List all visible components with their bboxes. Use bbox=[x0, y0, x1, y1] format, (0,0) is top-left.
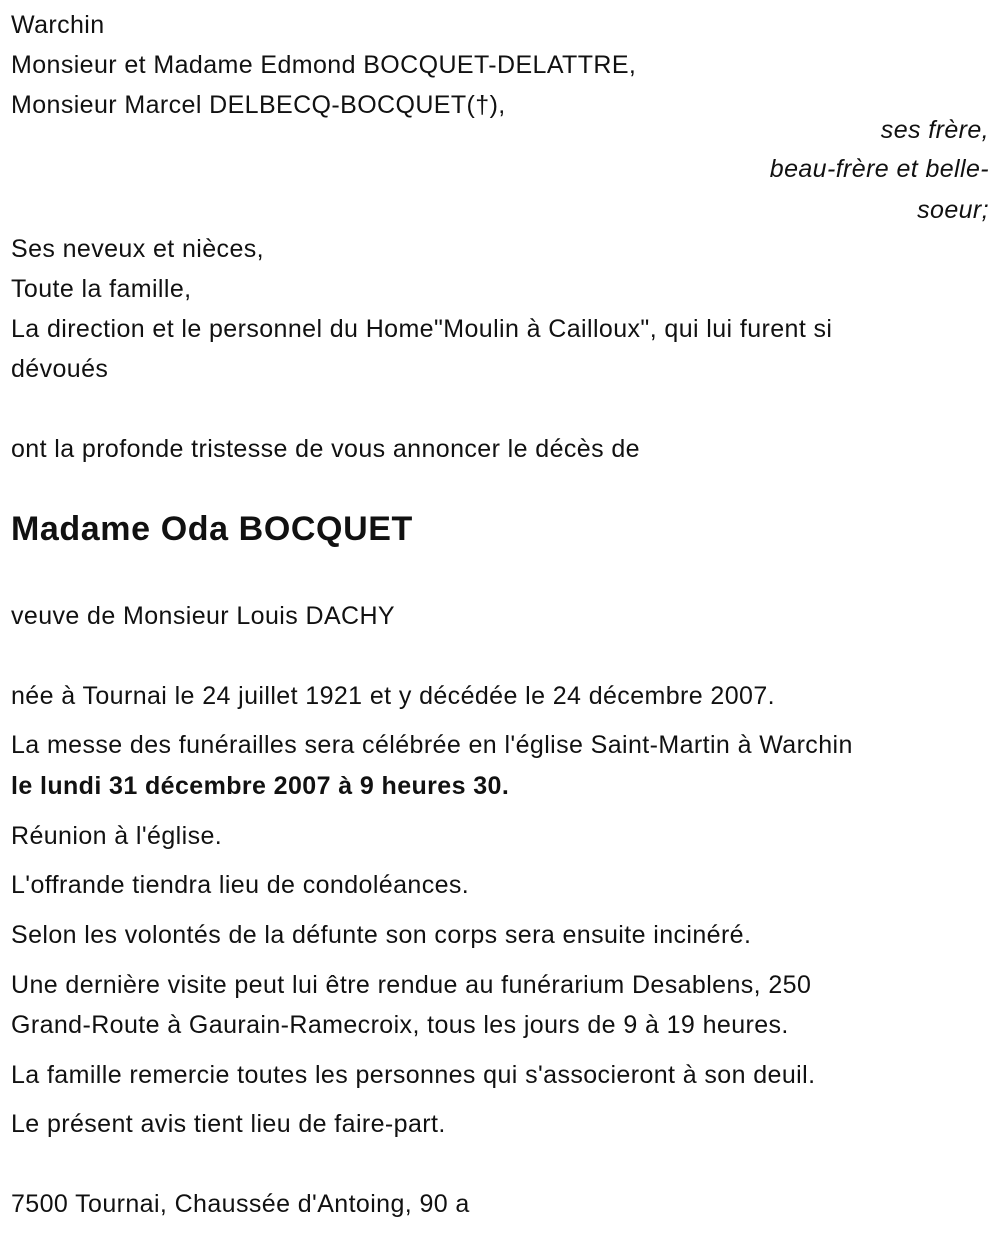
family-line: Toute la famille, bbox=[11, 275, 192, 303]
notice: Le présent avis tient lieu de faire-part. bbox=[11, 1110, 446, 1138]
family-line: dévoués bbox=[11, 355, 109, 383]
family-line: Monsieur Marcel DELBECQ-BOCQUET(†), bbox=[11, 91, 506, 119]
place: Warchin bbox=[11, 11, 105, 39]
thanks: La famille remercie toutes les personnes qui s'associeront à son deuil. bbox=[11, 1061, 816, 1089]
funeral-mass: La messe des funérailles sera célébrée en l'église Saint-Martin à Warchin bbox=[11, 731, 853, 759]
announcement: ont la profonde tristesse de vous annoncer le décès de bbox=[11, 435, 640, 463]
cremation: Selon les volontés de la défunte son corps sera ensuite incinéré. bbox=[11, 921, 752, 949]
visit-line: Grand-Route à Gaurain-Ramecroix, tous les jours de 9 à 19 heures. bbox=[11, 1011, 789, 1039]
family-line: La direction et le personnel du Home"Moulin à Cailloux", qui lui furent si bbox=[11, 315, 833, 343]
relation-line: soeur; bbox=[917, 196, 989, 224]
address: 7500 Tournai, Chaussée d'Antoing, 90 a bbox=[11, 1190, 470, 1218]
birth-death: née à Tournai le 24 juillet 1921 et y décédée le 24 décembre 2007. bbox=[11, 682, 775, 710]
meeting: Réunion à l'église. bbox=[11, 822, 223, 850]
family-line: Ses neveux et nièces, bbox=[11, 235, 264, 263]
relation-line: ses frère, bbox=[880, 116, 989, 144]
offering: L'offrande tiendra lieu de condoléances. bbox=[11, 871, 470, 899]
funeral-date: le lundi 31 décembre 2007 à 9 heures 30. bbox=[11, 772, 510, 800]
visit-line: Une dernière visite peut lui être rendue au funérarium Desablens, 250 bbox=[11, 971, 812, 999]
deceased-name: Madame Oda BOCQUET bbox=[11, 510, 413, 548]
relation-line: beau-frère et belle- bbox=[769, 155, 989, 183]
family-line: Monsieur et Madame Edmond BOCQUET-DELATTRE, bbox=[11, 51, 637, 79]
widow-of: veuve de Monsieur Louis DACHY bbox=[11, 602, 395, 630]
